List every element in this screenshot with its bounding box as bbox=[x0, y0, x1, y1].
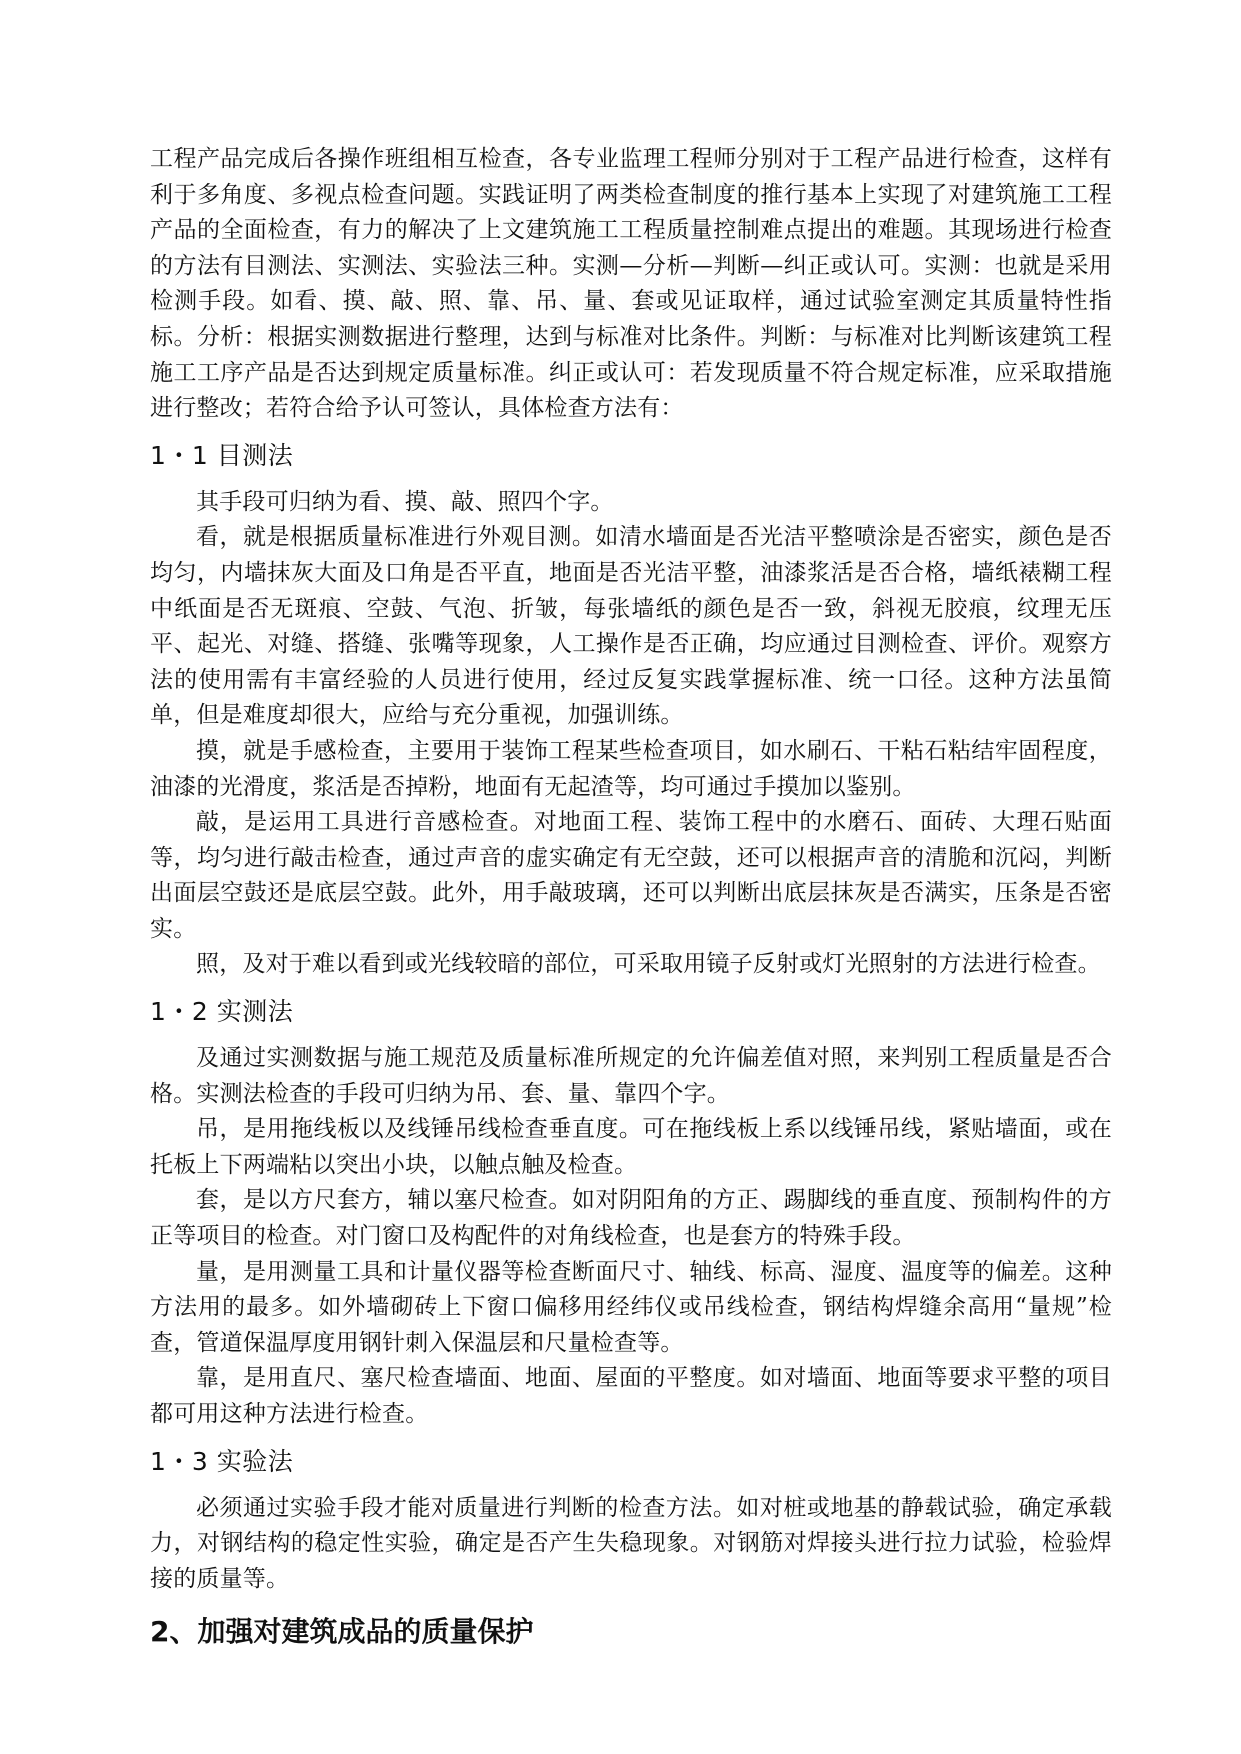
paragraph: 套，是以方尺套方，辅以塞尺检查。如对阴阳角的方正、踢脚线的垂直度、预制构件的方正等项目的检查。对门窗口及构配件的对角线检查，也是套方的特殊手段。 bbox=[150, 1187, 1112, 1250]
paragraph: 照，及对于难以看到或光线较暗的部位，可采取用镜子反射或灯光照射的方法进行检查。 bbox=[196, 951, 1101, 978]
section-heading-visual-inspection: 1・1 目测法 bbox=[150, 440, 294, 470]
chapter-heading-protection: 2、加强对建筑成品的质量保护 bbox=[150, 1615, 534, 1649]
intro-paragraph: 工程产品完成后各操作班组相互检查，各专业监理工程师分别对于工程产品进行检查，这样有利于多角度、多视点检查问题。实践证明了两类检查制度的推行基本上实现了对建筑施工工程产品的全面检查，有力的解决了上文建筑施工工程质量控制难点提出的难题。其现场进行检查的方法有目测法、实测法、实验法三种。实测—分析—判断—纠正或认可。实测：也就是采用检测手段。如看、摸、敲、照、靠、吊、量、套或见证取样，通过试验室测定其质量特性指标。分析：根据实测数据进行整理，达到与标准对比条件。判断：与标准对比判断该建筑工程施工工序产品是否达到规定质量标准。纠正或认可：若发现质量不符合规定标准，应采取措施进行整改；若符合给予认可签认，具体检查方法有： bbox=[150, 146, 1112, 422]
document-page bbox=[150, 142, 1112, 1649]
section-heading-experiment: 1・3 实验法 bbox=[150, 1446, 294, 1476]
paragraph: 其手段可归纳为看、摸、敲、照四个字。 bbox=[196, 488, 614, 515]
section-heading-measurement: 1・2 实测法 bbox=[150, 997, 294, 1027]
paragraph: 吊，是用拖线板以及线锤吊线检查垂直度。可在拖线板上系以线锤吊线，紧贴墙面，或在托板上下两端粘以突出小块，以触点触及检查。 bbox=[150, 1116, 1112, 1178]
paragraph: 靠，是用直尺、塞尺检查墙面、地面、屋面的平整度。如对墙面、地面等要求平整的项目都可用这种方法进行检查。 bbox=[150, 1365, 1112, 1427]
paragraph: 看，就是根据质量标准进行外观目测。如清水墙面是否光洁平整喷涂是否密实，颜色是否均匀，内墙抹灰大面及口角是否平直，地面是否光洁平整，油漆浆活是否合格，墙纸裱糊工程中纸面是否无斑痕、空鼓、气泡、折皱，每张墙纸的颜色是否一致，斜视无胶痕，纹理无压平、起光、对缝、搭缝、张嘴等现象，人工操作是否正确，均应通过目测检查、评价。观察方法的使用需有丰富经验的人员进行使用，经过反复实践掌握标准、统一口径。这种方法虽简单，但是难度却很大，应给与充分重视，加强训练。 bbox=[150, 524, 1112, 729]
paragraph: 敲，是运用工具进行音感检查。对地面工程、装饰工程中的水磨石、面砖、大理石贴面等，均匀进行敲击检查，通过声音的虚实确定有无空鼓，还可以根据声音的清脆和沉闷，判断出面层空鼓还是底层空鼓。此外，用手敲玻璃，还可以判断出底层抹灰是否满实，压条是否密实。 bbox=[150, 809, 1112, 942]
paragraph: 摸，就是手感检查，主要用于装饰工程某些检查项目，如水刷石、干粘石粘结牢固程度，油漆的光滑度，浆活是否掉粉，地面有无起渣等，均可通过手摸加以鉴别。 bbox=[150, 737, 1112, 800]
paragraph: 及通过实测数据与施工规范及质量标准所规定的允许偏差值对照，来判别工程质量是否合格。实测法检查的手段可归纳为吊、套、量、靠四个字。 bbox=[150, 1045, 1112, 1107]
paragraph: 必须通过实验手段才能对质量进行判断的检查方法。如对桩或地基的静载试验，确定承载力，对钢结构的稳定性实验，确定是否产生失稳现象。对钢筋对焊接头进行拉力试验，检验焊接的质量等。 bbox=[150, 1494, 1112, 1592]
paragraph: 量，是用测量工具和计量仪器等检查断面尺寸、轴线、标高、湿度、温度等的偏差。这种方法用的最多。如外墙砌砖上下窗口偏移用经纬仪或吊线检查，钢结构焊缝余高用“量规”检查，管道保温厚度用钢针刺入保温层和尺量检查等。 bbox=[150, 1258, 1112, 1356]
